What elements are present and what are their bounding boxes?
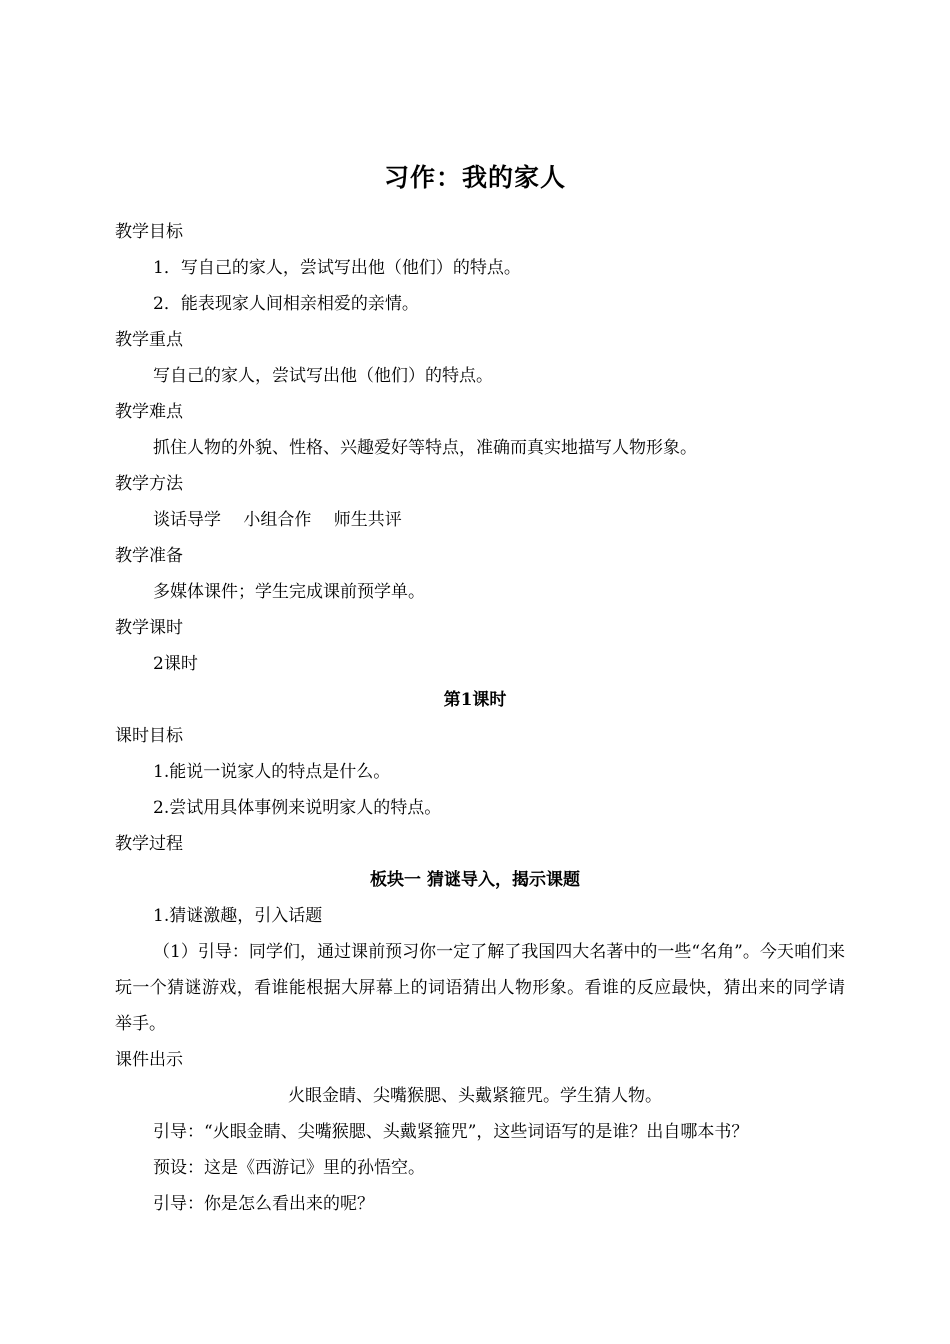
difficulty-text: 抓住人物的外貌、性格、兴趣爱好等特点，准确而真实地描写人物形象。 <box>153 438 697 458</box>
document-title: 习作：我的家人 <box>383 163 566 192</box>
process-heading: 教学过程 <box>115 834 183 854</box>
method-text: 谈话导学 小组合作 师生共评 <box>153 510 402 530</box>
lesson-goal-1: 1.能说一说家人的特点是什么。 <box>153 762 391 782</box>
prep-text: 多媒体课件；学生完成课前预学单。 <box>153 582 425 602</box>
guide-question-2: 引导：你是怎么看出来的呢？ <box>153 1194 374 1214</box>
guide-question-1: 引导：“火眼金睛、尖嘴猴腮、头戴紧箍咒”，这些词语写的是谁？出自哪本书？ <box>153 1122 749 1142</box>
block-heading: 板块一 猜谜导入，揭示课题 <box>370 870 580 890</box>
prep-heading: 教学准备 <box>115 546 183 566</box>
courseware-text: 火眼金睛、尖嘴猴腮、头戴紧箍咒。学生猜人物。 <box>288 1086 662 1106</box>
lesson-goal-heading: 课时目标 <box>115 726 183 746</box>
lesson-goal-2: 2.尝试用具体事例来说明家人的特点。 <box>153 798 442 818</box>
goal-item-1: 1．写自己的家人，尝试写出他（他们）的特点。 <box>153 258 521 278</box>
preset-answer-1: 预设：这是《西游记》里的孙悟空。 <box>153 1158 425 1178</box>
guide-paragraph: （1）引导：同学们，通过课前预习你一定了解了我国四大名著中的一些“名角”。今天咱们来玩一个猜谜游戏，看谁能根据大屏幕上的词语猜出人物形象。看谁的反应最快，猜出来的同学请举手。 <box>115 942 845 1034</box>
method-heading: 教学方法 <box>115 474 183 494</box>
lesson-heading: 第1课时 <box>443 690 507 710</box>
focus-heading: 教学重点 <box>115 330 183 350</box>
hours-text: 2课时 <box>153 654 198 674</box>
hours-heading: 教学课时 <box>115 618 183 638</box>
step-1: 1.猜谜激趣，引入话题 <box>153 906 323 926</box>
goal-item-2: 2．能表现家人间相亲相爱的亲情。 <box>153 294 419 314</box>
courseware-heading: 课件出示 <box>115 1050 183 1070</box>
goal-heading: 教学目标 <box>115 222 183 242</box>
focus-text: 写自己的家人，尝试写出他（他们）的特点。 <box>153 366 493 386</box>
difficulty-heading: 教学难点 <box>115 402 183 422</box>
